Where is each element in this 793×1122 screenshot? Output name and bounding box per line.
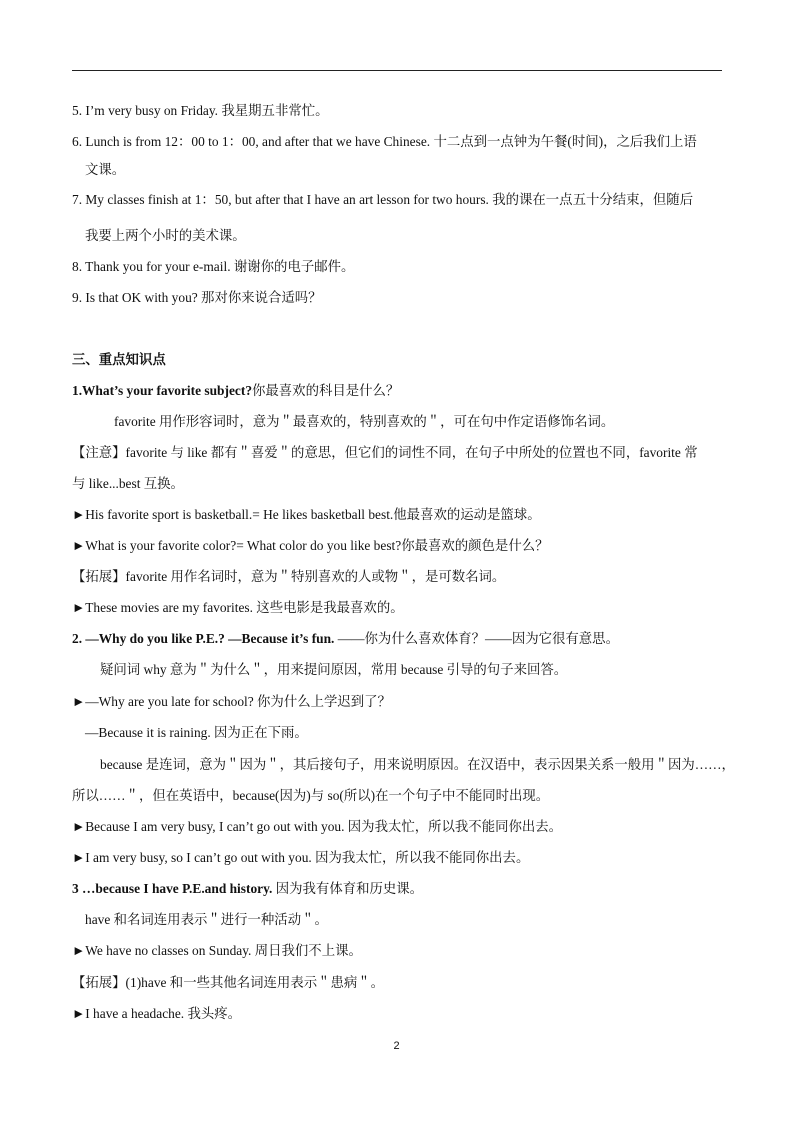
question-translation: ——你为什么喜欢体育？——因为它很有意思。 [334, 631, 619, 646]
example-line: ►We have no classes on Sunday. 周日我们不上课。 [72, 943, 362, 958]
question-bold: 1.What’s your favorite subject? [72, 383, 253, 398]
text-line: 8. Thank you for your e-mail. 谢谢你的电子邮件。 [72, 259, 355, 274]
text-line: favorite 用作形容词时，意为＂最喜欢的，特别喜欢的＂，可在句中作定语修饰名词。 [114, 414, 615, 429]
text-line: 疑问词 why 意为＂为什么＂，用来提问原因，常用 because 引导的句子来回答。 [100, 662, 568, 677]
text-line: 我要上两个小时的美术课。 [85, 228, 246, 243]
text-line: because 是连词，意为＂因为＂，其后接句子，用来说明原因。在汉语中，表示因果关系一般用＂因为……， [100, 757, 735, 772]
question-line [72, 382, 399, 400]
text-line: 【拓展】favorite 用作名词时，意为＂特别喜欢的人或物＂，是可数名词。 [72, 569, 506, 584]
text-line: 与 like...best 互换。 [72, 476, 184, 491]
question-translation: 你最喜欢的科目是什么？ [252, 383, 400, 398]
question-translation: 因为我有体育和历史课。 [272, 881, 424, 896]
text-line: 【注意】favorite 与 like 都有＂喜爱＂的意思，但它们的词性不同，在句子中所处的位置也不同，favorite 常 [72, 445, 698, 460]
text-line: 5. I’m very busy on Friday. 我星期五非常忙。 [72, 103, 329, 118]
example-line: ►I have a headache. 我头疼。 [72, 1006, 242, 1021]
example-line: ►What is your favorite color?= What color do you like best?你最喜欢的颜色是什么？ [72, 538, 549, 553]
question-line [72, 630, 619, 648]
text-line: 9. Is that OK with you? 那对你来说合适吗？ [72, 290, 322, 305]
text-line: 所以……＂，但在英语中，because(因为)与 so(所以)在一个句子中不能同时出现。 [72, 788, 550, 803]
example-line: ►His favorite sport is basketball.= He likes basketball best.他最喜欢的运动是篮球。 [72, 507, 541, 522]
text-line: 7. My classes finish at 1：50, but after that I have an art lesson for two hours. 我的课在一点五十分结束，但随后 [72, 192, 694, 207]
question-bold: 3 …because I have P.E.and history. [72, 881, 273, 896]
example-line: ►I am very busy, so I can’t go out with you. 因为我太忙，所以我不能同你出去。 [72, 850, 530, 865]
text-line: 文课。 [85, 162, 126, 177]
example-line: ►Because I am very busy, I can’t go out with you. 因为我太忙，所以我不能同你出去。 [72, 819, 563, 834]
example-line: ►These movies are my favorites. 这些电影是我最喜欢的。 [72, 600, 404, 615]
page-number: 2 [393, 1040, 400, 1052]
example-line: ►—Why are you late for school? 你为什么上学迟到了？ [72, 694, 391, 709]
text-line: 6. Lunch is from 12：00 to 1：00, and after that we have Chinese. 十二点到一点钟为午餐(时间)，之后我们上语 [72, 134, 697, 149]
question-bold: 2. —Why do you like P.E.? —Because it’s fun. [72, 631, 335, 646]
example-line: —Because it is raining. 因为正在下雨。 [85, 725, 308, 740]
text-line: 【拓展】(1)have 和一些其他名词连用表示＂患病＂。 [72, 975, 385, 990]
header-rule [72, 70, 722, 71]
section-heading: 三、重点知识点 [72, 352, 166, 367]
text-line: have 和名词连用表示＂进行一种活动＂。 [85, 912, 328, 927]
question-line [72, 880, 423, 898]
